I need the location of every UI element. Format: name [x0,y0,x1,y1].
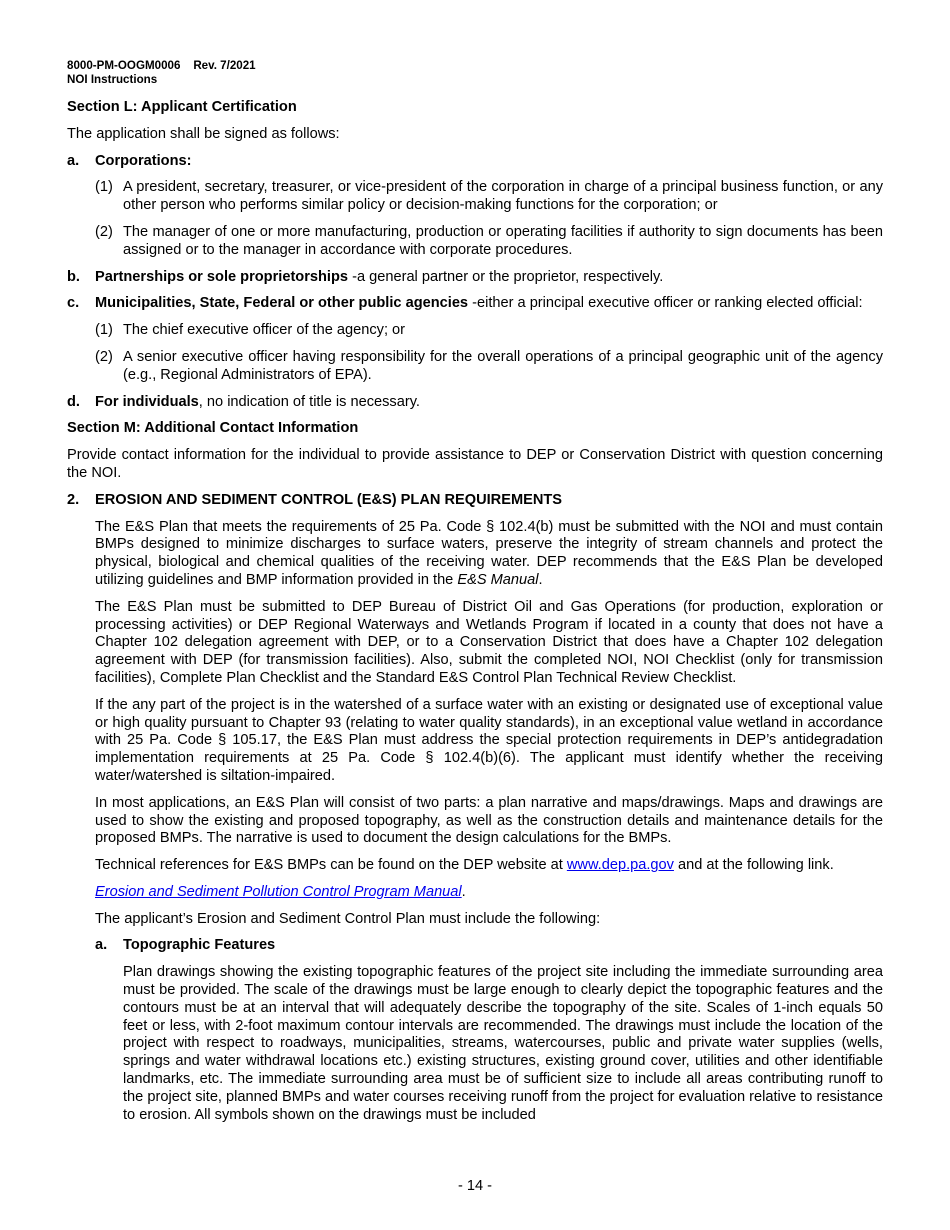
section-l-item-b: b. Partnerships or sole proprietorships -a general partner or the proprietor, respectively. [67,268,664,285]
section-l-item-a-2: (2) The manager of one or more manufacturing, production or operating facilities if authority to sign documents has been assigned or to the manager in accordance with corporate procedures. [95,223,883,258]
es-manual-link[interactable]: Erosion and Sediment Pollution Control Program Manual [95,883,462,900]
item-c-heading: Municipalities, State, Federal or other public agencies [95,295,469,312]
section-l-item-d: d. For individuals, no indication of title is necessary. [67,393,420,410]
section-2-para-2: The E&S Plan must be submitted to DEP Bureau of District Oil and Gas Operations (for production, exploration or processing activities) or DEP Regional Waterways and Wetlands Program if located in a county that does not have a Chapter 102 delegation agreement with DEP, or to a Conservation District that does have a Chapter 102 delegation agreement with DEP (for transmission facilities). Also, submit the completed NOI, NOI Checklist (only for transmission facilities), Complete Plan Checklist and the Standard E&S Control Plan Technical Review Checklist. [95,598,883,686]
section-2-heading: 2. EROSION AND SEDIMENT CONTROL (E&S) PLAN REQUIREMENTS [67,491,563,508]
section-2-para-4: In most applications, an E&S Plan will consist of two parts: a plan narrative and maps/drawings. Maps and drawings are used to show the existing and proposed topography, as well as the construction details and maintenance details for the proposed BMPs. The narrative is used to document the design calculations for the BMPs. [95,794,883,847]
section-l-item-c-2: (2) A senior executive officer having responsibility for the overall operations of a principal geographic unit of the agency (e.g., Regional Administrators of EPA). [95,348,883,383]
section-l-item-a-1: (1) A president, secretary, treasurer, or vice-president of the corporation in charge of a principal business function, or any other person who performs similar policy or decision-making functions for the corporation; or [95,179,883,214]
item-b-heading: Partnerships or sole proprietorships [95,268,349,285]
subsection-a-heading: a. Topographic Features [95,937,276,954]
item-a-heading: Corporations: [95,152,192,169]
manual-link-line: Erosion and Sediment Pollution Control Program Manual. [95,883,466,900]
page-number: - 14 - [457,1178,493,1194]
form-number: 8000-PM-OOGM0006 [67,59,181,72]
form-revision: Rev. 7/2021 [193,59,256,72]
section-2-para-6: The applicant’s Erosion and Sediment Control Plan must include the following: [95,910,601,927]
dep-website-link[interactable]: www.dep.pa.gov [566,857,674,874]
subsection-a-text: Plan drawings showing the existing topographic features of the project site including the immediate surrounding area must be provided. The scale of the drawings must be large enough to clearly depict the topographic features and the contours must be at an interval that will adequately describe the topography of the site. Scales of 1-inch equals 50 feet or less, with 2-foot maximum contour intervals are recommended. The drawings must include the location of the project with respect to roadways, municipalities, streams, watercourses, public and private water supplies (wells, springs and water withdrawal locations etc.) existing structures, existing ground cover, utilities and other identifiable landmarks, etc. The immediate surrounding area must be of sufficient size to include all areas contributing runoff to the project site, planned BMPs and water courses receiving runoff from the project for evaluation relative to resistance to erosion. All symbols shown on the drawings must be included [123,964,883,1123]
section-2-para-1: The E&S Plan that meets the requirements of 25 Pa. Code § 102.4(b) must be submitted with the NOI and must contain BMPs designed to minimize discharges to surface waters, preserve the integrity of stream channels and protect the physical, biological and chemical qualities of the receiving water. DEP recommends that the E&S Plan be developed utilizing guidelines and BMP information provided in the E&S Manual. [95,518,883,588]
es-manual-reference: E&S Manual [457,571,539,588]
section-m-text: Provide contact information for the individual to provide assistance to DEP or Conservation District with question concerning the NOI. [67,447,883,481]
item-d-heading: For individuals [95,393,199,410]
doc-title: NOI Instructions [67,73,158,86]
document-page [67,59,883,1124]
form-header [67,59,883,87]
section-2-para-3: If the any part of the project is in the watershed of a surface water with an existing or designated use of exceptional value or high quality pursuant to Chapter 93 (relating to water quality standards), in an exceptional value wetland in accordance with 25 Pa. Code § 105.17, the E&S Plan must address the special protection requirements in DEP’s antidegradation implementation requirements at 25 Pa. Code § 102.4(b)(6). The applicant must identify whether the receiving water/watershed is siltation-impaired. [95,696,883,784]
section-l-item-c: c. Municipalities, State, Federal or other public agencies -either a principal executive officer or ranking elected official: [67,295,863,312]
section-l-title: Section L: Applicant Certification [67,99,297,115]
section-m-title: Section M: Additional Contact Information [67,420,359,437]
section-l-item-a: a. Corporations: [67,152,192,169]
section-l-intro: The application shall be signed as follows: [67,125,340,142]
section-l-item-c-1: (1) The chief executive officer of the agency; or [95,322,406,339]
section-2-para-5: Technical references for E&S BMPs can be found on the DEP website at www.dep.pa.gov and at the following link. [95,857,834,874]
